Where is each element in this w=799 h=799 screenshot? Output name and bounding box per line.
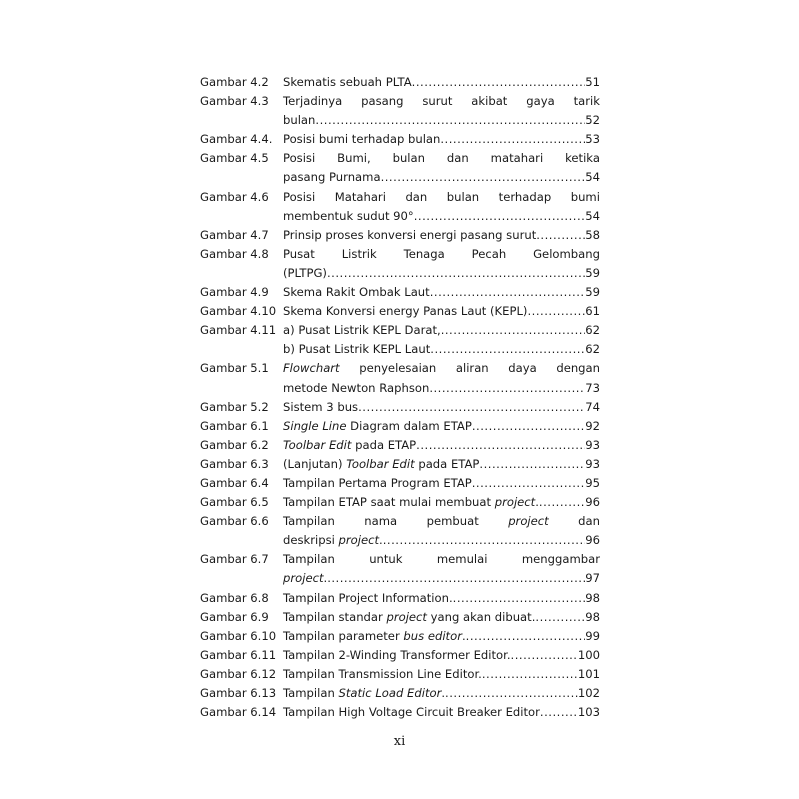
toc-entry <box>200 340 600 359</box>
title-word: akibat <box>471 94 508 109</box>
entry-content <box>283 321 600 340</box>
page-number: 54 <box>585 170 600 185</box>
figure-title-continuation: pasang Purnama <box>283 170 381 185</box>
toc-entry <box>200 149 600 187</box>
dot-leader <box>453 589 586 608</box>
entry-content <box>283 665 600 684</box>
dot-leader <box>315 111 585 130</box>
toc-entry <box>200 283 600 302</box>
title-pre: Tampilan parameter <box>283 628 404 643</box>
title-pre: Tampilan standar <box>283 609 387 624</box>
page-number: 101 <box>577 666 600 681</box>
figure-label: Gambar 6.11 <box>200 647 277 662</box>
title-rest: pada ETAP <box>351 437 417 452</box>
dot-leader <box>440 130 585 149</box>
entry-content <box>283 493 600 512</box>
figure-label: Gambar 6.10 <box>200 628 277 643</box>
page-number: 51 <box>585 75 600 89</box>
toc-entry <box>200 73 600 92</box>
figure-title <box>283 684 445 703</box>
entry-content <box>283 646 600 665</box>
dot-leader <box>441 321 586 340</box>
title-italic: project <box>386 609 427 624</box>
entry-content <box>283 283 600 302</box>
title-word: ketika <box>565 151 600 166</box>
figure-title: Posisi bumi terhadap bulan <box>283 132 441 147</box>
title-word: Pusat <box>283 246 315 261</box>
page-number: 52 <box>585 113 600 128</box>
figure-title: Tampilan 2-Winding Transformer Editor. <box>283 647 511 662</box>
page-number: 103 <box>577 705 600 720</box>
toc-entry <box>200 703 600 722</box>
page-number: 100 <box>577 647 600 662</box>
toc-entry <box>200 302 600 321</box>
entry-content <box>283 226 600 245</box>
entry-content <box>283 130 600 149</box>
page-number: 93 <box>585 456 600 471</box>
entry-content <box>283 359 600 397</box>
title-italic: project <box>494 495 536 510</box>
figure-label: Gambar 4.8 <box>200 246 269 261</box>
figure-title <box>283 608 535 627</box>
dot-leader <box>539 493 585 512</box>
page-number: 102 <box>577 686 600 700</box>
title-word: menggambar <box>521 552 600 567</box>
title-word: gaya <box>526 94 555 109</box>
figure-label: Gambar 4.10 <box>200 304 277 319</box>
figure-title-line <box>283 359 600 378</box>
toc-entry <box>200 226 600 245</box>
dot-leader <box>536 226 585 245</box>
page-number: 99 <box>585 628 600 643</box>
figure-label: Gambar 6.13 <box>200 686 277 700</box>
title-italic: project <box>283 571 324 586</box>
figure-title: Tampilan Project Information. <box>283 590 453 605</box>
page-number: 61 <box>585 304 600 319</box>
title-word: dengan <box>556 361 600 376</box>
page-folio: xi <box>393 734 406 749</box>
page-number: 58 <box>585 227 600 242</box>
figure-title-line <box>283 149 600 168</box>
figure-label: Gambar 4.5 <box>200 151 269 166</box>
page-number: 54 <box>585 208 600 223</box>
toc-entry <box>200 512 600 550</box>
toc-entry <box>200 92 600 130</box>
figure-label: Gambar 4.9 <box>200 285 269 300</box>
title-word-italic: project <box>508 514 549 529</box>
toc-entry <box>200 188 600 226</box>
figure-label: Gambar 4.6 <box>200 189 269 204</box>
entry-content <box>283 302 600 321</box>
title-word: dan <box>578 514 600 529</box>
figure-title-line <box>283 245 600 264</box>
toc-entry <box>200 321 600 340</box>
title-rest: Diagram dalam ETAP <box>346 418 472 433</box>
entry-content <box>283 417 600 436</box>
dot-leader <box>327 264 585 283</box>
figure-label <box>200 340 283 359</box>
title-rest: . <box>461 628 466 643</box>
title-word: Tenaga <box>403 246 445 261</box>
figure-label: Gambar 6.4 <box>200 475 269 490</box>
title-pre: (Lanjutan) <box>283 456 347 471</box>
figure-title: Tampilan Transmission Line Editor. <box>283 666 482 681</box>
title-word: memulai <box>436 552 488 567</box>
entry-content <box>283 398 600 417</box>
title-word: Matahari <box>334 189 386 204</box>
title-pre: Tampilan <box>283 686 339 700</box>
toc-entry <box>200 608 600 627</box>
entry-content <box>283 455 600 474</box>
page-number: 98 <box>585 590 600 605</box>
title-word: dan <box>405 189 428 204</box>
toc-entry <box>200 665 600 684</box>
page-number: 93 <box>585 437 600 452</box>
dot-leader <box>482 665 578 684</box>
title-word: Posisi <box>283 189 316 204</box>
figure-label: Gambar 6.3 <box>200 456 269 471</box>
title-italic: Toolbar Edit <box>283 437 352 452</box>
title-word: Tampilan <box>283 514 335 529</box>
entry-content <box>283 627 600 646</box>
page-number: 62 <box>585 323 600 338</box>
dot-leader <box>535 608 585 627</box>
title-word: daya <box>508 361 537 376</box>
title-word: Gelombang <box>533 246 600 261</box>
figure-label: Gambar 6.12 <box>200 666 277 681</box>
figure-title-continuation: (PLTPG) <box>283 265 327 280</box>
figure-title: Sistem 3 bus <box>283 399 359 414</box>
dot-leader <box>527 302 585 321</box>
figure-label: Gambar 6.7 <box>200 552 269 567</box>
figure-title-continuation: bulan <box>283 113 316 128</box>
title-word: Bumi, <box>337 151 371 166</box>
figure-label: Gambar 6.8 <box>200 590 269 605</box>
figure-title: Tampilan High Voltage Circuit Breaker Editor <box>283 705 540 720</box>
dot-leader <box>414 207 586 226</box>
figure-title <box>283 417 472 436</box>
toc-entry <box>200 646 600 665</box>
title-italic: Static Load Editor <box>338 686 442 700</box>
entry-content <box>283 245 600 283</box>
figure-label: Gambar 5.1 <box>200 361 269 376</box>
figure-label: Gambar 6.5 <box>200 495 269 510</box>
figure-title: Prinsip proses konversi energi pasang surut <box>283 227 537 242</box>
page-number: 53 <box>585 132 600 147</box>
dot-leader <box>327 569 585 588</box>
toc-entry <box>200 684 600 703</box>
title-word: Posisi <box>283 151 316 166</box>
entry-content <box>283 589 600 608</box>
page-number: 74 <box>585 399 600 414</box>
entry-content <box>283 188 600 226</box>
dot-leader <box>430 283 586 302</box>
figure-title <box>283 436 416 455</box>
figure-title-line <box>283 550 600 569</box>
entry-content <box>283 474 600 493</box>
toc-entry <box>200 359 600 397</box>
toc-entry <box>200 455 600 474</box>
dot-leader <box>416 436 585 455</box>
title-word: surut <box>422 94 453 109</box>
figure-title-continuation: metode Newton Raphson <box>283 380 430 395</box>
figure-title-continuation: membentuk sudut 90° <box>283 208 414 223</box>
title-word: Tampilan <box>283 552 335 567</box>
title-word: nama <box>364 514 398 529</box>
page-number: 96 <box>585 533 600 548</box>
toc-entry <box>200 130 600 149</box>
title-word: bulan <box>392 151 425 166</box>
title-word: untuk <box>369 552 403 567</box>
entry-content <box>283 608 600 627</box>
entry-content <box>283 512 600 550</box>
title-word: tarik <box>573 94 600 109</box>
figure-title-line <box>283 188 600 207</box>
title-rest: . <box>441 686 446 700</box>
figure-title: Tampilan Pertama Program ETAP <box>283 475 472 490</box>
dot-leader <box>445 684 578 703</box>
figure-label: Gambar 6.6 <box>200 514 269 529</box>
figure-label: Gambar 4.3 <box>200 94 269 109</box>
entry-content <box>283 340 600 359</box>
entry-content <box>283 92 600 130</box>
figure-title: Skema Rakit Ombak Laut <box>283 285 430 300</box>
title-pre: Tampilan ETAP saat mulai membuat <box>283 495 495 510</box>
title-word: Terjadinya <box>283 94 343 109</box>
figure-title-continuation <box>283 569 327 588</box>
figure-label: Gambar 5.2 <box>200 399 269 414</box>
page-number: 59 <box>585 265 600 280</box>
page-number: 97 <box>585 571 600 586</box>
title-rest: pada ETAP <box>414 456 480 471</box>
entry-content <box>283 550 600 588</box>
title-italic: Single Line <box>283 418 347 433</box>
entry-content <box>283 149 600 187</box>
figure-label: Gambar 4.2 <box>200 75 269 89</box>
title-rest: . <box>535 495 539 510</box>
title-word: terhadap <box>498 189 552 204</box>
page-number: 59 <box>585 285 600 300</box>
title-word: bumi <box>570 189 600 204</box>
title-word: bulan <box>446 189 480 204</box>
title-italic: Toolbar Edit <box>346 456 415 471</box>
title-word-italic: Flowchart <box>283 361 340 376</box>
toc-entry <box>200 245 600 283</box>
page-number: 95 <box>585 475 600 490</box>
title-word: Pecah <box>471 246 507 261</box>
toc-entry <box>200 398 600 417</box>
toc-entry <box>200 417 600 436</box>
figure-label: Gambar 4.7 <box>200 227 269 242</box>
figure-title: b) Pusat Listrik KEPL Laut <box>283 342 431 357</box>
title-word: penyelesaian <box>359 361 437 376</box>
title-italic: bus editor <box>403 628 462 643</box>
figure-label: Gambar 6.9 <box>200 609 269 624</box>
dot-leader <box>472 474 585 493</box>
toc-entry <box>200 436 600 455</box>
toc-entry <box>200 493 600 512</box>
dot-leader <box>383 531 586 550</box>
dot-leader <box>540 703 578 722</box>
figure-title: a) Pusat Listrik KEPL Darat, <box>283 323 441 338</box>
list-of-figures <box>200 73 600 722</box>
figure-title-continuation <box>283 531 383 550</box>
entry-content <box>283 73 600 92</box>
page-number: 96 <box>585 495 600 510</box>
dot-leader <box>511 646 578 665</box>
title-pre: deskripsi <box>283 533 339 548</box>
title-word: matahari <box>490 151 544 166</box>
figure-label: Gambar 6.1 <box>200 418 269 433</box>
figure-title <box>283 493 539 512</box>
dot-leader <box>466 627 586 646</box>
dot-leader <box>429 379 585 398</box>
figure-title: Skema Konversi energy Panas Laut (KEPL) <box>283 304 528 319</box>
page-number: 62 <box>585 342 600 357</box>
page-number: 92 <box>585 418 600 433</box>
dot-leader <box>358 398 585 417</box>
dot-leader <box>412 73 586 92</box>
title-rest: . <box>379 533 383 548</box>
page-number: 98 <box>585 609 600 624</box>
dot-leader <box>472 417 585 436</box>
figure-title: Skematis sebuah PLTA <box>283 75 412 89</box>
figure-label: Gambar 6.2 <box>200 437 269 452</box>
dot-leader <box>430 340 585 359</box>
dot-leader <box>479 455 585 474</box>
toc-entry <box>200 550 600 588</box>
figure-label: Gambar 6.14 <box>200 705 277 720</box>
title-word: pembuat <box>426 514 479 529</box>
figure-title-line <box>283 92 600 111</box>
entry-content <box>283 684 600 703</box>
title-italic: project <box>338 533 380 548</box>
entry-content <box>283 436 600 455</box>
page-number: 73 <box>585 380 600 395</box>
figure-label: Gambar 4.4. <box>200 132 273 147</box>
figure-label: Gambar 4.11 <box>200 323 277 338</box>
toc-entry <box>200 589 600 608</box>
title-word: aliran <box>455 361 489 376</box>
figure-title <box>283 627 466 646</box>
title-rest: yang akan dibuat. <box>426 609 536 624</box>
title-word: Listrik <box>341 246 377 261</box>
dot-leader <box>381 168 586 187</box>
title-rest: . <box>323 571 328 586</box>
toc-entry <box>200 474 600 493</box>
entry-content <box>283 703 600 722</box>
figure-title-line <box>283 512 600 531</box>
figure-title <box>283 455 479 474</box>
title-word: pasang <box>361 94 404 109</box>
title-word: dan <box>446 151 469 166</box>
toc-entry <box>200 627 600 646</box>
